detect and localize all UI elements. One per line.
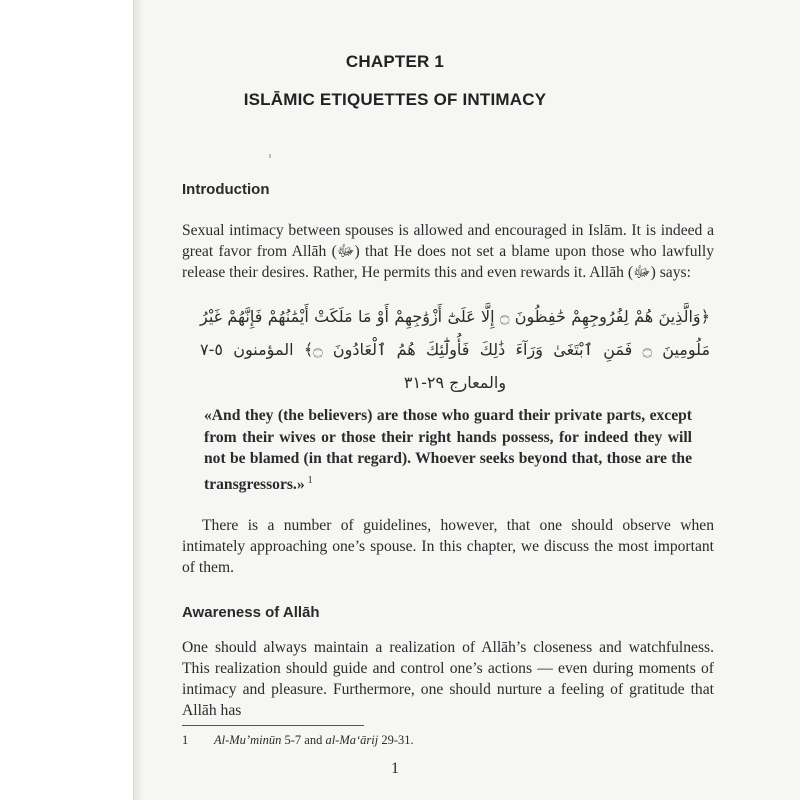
- footnote: [182, 733, 414, 748]
- footnote-divider: [182, 725, 364, 726]
- section-heading-introduction: Introduction: [182, 181, 270, 198]
- section-heading-awareness: Awareness of Allāh: [182, 604, 320, 621]
- footnote-number: 1: [182, 733, 189, 747]
- arabic-verse: ﴿وَالَّذِينَ هُمْ لِفُرُوجِهِمْ حَٰفِظُونَ ۝ إِلَّا عَلَىٰٓ أَزْوَٰجِهِمْ أَوْ مَا مَلَكَتْ أَيْمَٰنُهُمْ فَإِنَّهُمْ غَيْرُ مَلُومِينَ ۝ فَمَنِ ٱبْتَغَىٰ وَرَآءَ ذَٰلِكَ فَأُولَٰٓئِكَ هُمُ ٱلْعَادُونَ ۝﴾ المؤمنون ٥-٧ والمعارج ٢٩-٣١: [200, 307, 711, 392]
- print-speck: [269, 154, 271, 158]
- footnote-source-1: Al-Mu’minūn: [214, 733, 282, 747]
- verse-translation: [204, 405, 692, 495]
- footnote-reference: 1: [307, 474, 313, 486]
- intro-paragraph: Sexual intimacy between spouses is allowed and encouraged in Islām. It is indeed a great favor from Allāh (ﷻ) that He does not set a blame upon those who lawfully release their desires. Rather, He permits this and even rewards it. Allāh (ﷻ) says:: [182, 222, 715, 281]
- footnote-text-2: 29-31.: [378, 733, 414, 747]
- book-page: [133, 0, 800, 800]
- guidelines-paragraph: There is a number of guidelines, however, that one should observe when intimately approaching one’s spouse. In this chapter, we discuss the most important of them.: [182, 517, 714, 576]
- footnote-text-1: 5-7 and: [281, 733, 326, 747]
- page-gutter-shadow: [134, 0, 144, 800]
- page-number: 1: [391, 760, 399, 777]
- awareness-paragraph: One should always maintain a realization of Allāh’s closeness and watchfulness. This realization should guide and control one’s actions — even during moments of intimacy and pleasure. Furthermore, one should nurture a feeling of gratitude that Allāh has: [182, 639, 714, 719]
- footnote-source-2: al-Ma‘ārij: [325, 733, 379, 747]
- chapter-title: ISLĀMIC ETIQUETTES OF INTIMACY: [243, 90, 547, 109]
- verse-translation-text: «And they (the believers) are those who guard their private parts, except from their wives or those their right hands possess, for indeed they will not be blamed (in that regard). Whoever seeks beyond that, those are the transgressors.»: [204, 407, 692, 493]
- chapter-number: CHAPTER 1: [345, 52, 445, 71]
